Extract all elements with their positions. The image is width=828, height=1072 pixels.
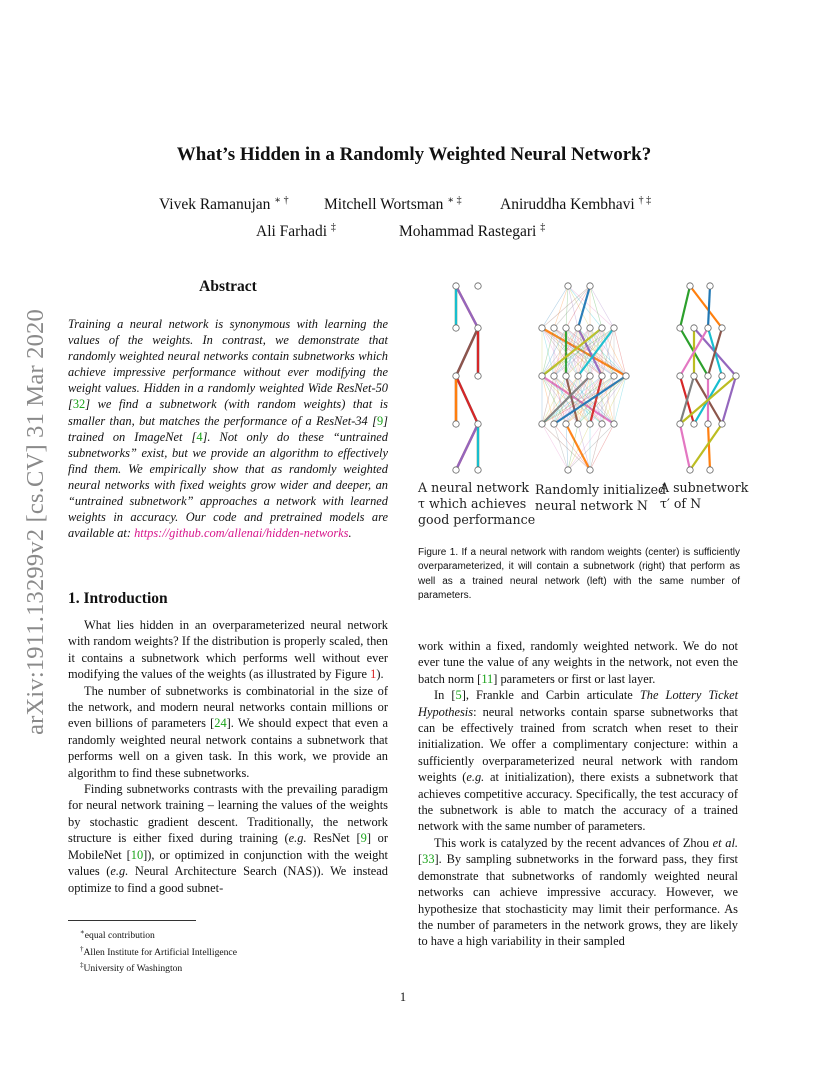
network-node [475, 283, 481, 289]
figure-link[interactable]: 1 [370, 667, 377, 682]
network-node [587, 325, 593, 331]
network-edge [680, 286, 690, 328]
paragraph: This work is catalyzed by the recent advances of Zhou et al. [33]. By sampling subnetworks in the forward pass, they first demonstrate that subnetworks of randomly weighted neural networks can achieve impressive accuracy. However, we hypothesize that stochasticity may limit their performance. As the number of parameters in the network grows, they are likely to have a high variability in their sampled [418, 835, 738, 949]
network-node [563, 421, 569, 427]
network-node [611, 373, 617, 379]
citation-link[interactable]: 4 [196, 429, 203, 444]
abstract-body: Training a neural network is synonymous with learning the values of the weights. In contrast, we demonstrate that randomly weighted neural networks contain subnetworks which achieve impressive performance without ever modifying the weight values. Hidden in a randomly weighted Wide ResNet-50 [32] we find a subnetwork (with random weights) that is smaller than, but matches the performance of a ResNet-34 [9] trained on ImageNet [4]. Not only do these “untrained subnetworks” exist, but we provide an algorithm to effectively find them. We empirically show that as randomly weighted neural networks with fixed weights grow wider and deeper, an “untrained subnetwork” approaches a network with learned weights in accuracy. Our code and pretrained models are available at: https://github.com/allenai/hidden-networks. [68, 317, 388, 541]
network-edge [568, 286, 614, 328]
arxiv-id: arXiv:1911.13299v2 [cs.CV] 31 Mar 2020 [22, 309, 49, 735]
network-node [677, 373, 683, 379]
network-node [551, 325, 557, 331]
network-node [575, 373, 581, 379]
network-node [611, 325, 617, 331]
network-edge [554, 424, 590, 470]
page-number: 1 [399, 990, 407, 1004]
paragraph: In [5], Frankle and Carbin articulate The Lottery Ticket Hypothesis: neural networks contain sparse subnetworks that can be effectively trained from scratch when reset to their initialization. We offer a complimentary conjecture: within a sufficiently overparameterized neural network with random weights (e.g. at initialization), there exists a subnetwork that achieves competitive accuracy. Specifically, the test accuracy of the subnetwork is able to match the accuracy of a trained network with the same number of parameters. [418, 688, 739, 834]
network-node [453, 421, 459, 427]
network-edge [456, 424, 478, 470]
network-edge [690, 286, 722, 328]
code-url-link[interactable]: https://github.com/allenai/hidden-networks [134, 526, 349, 541]
section-heading-introduction: 1. Introduction [68, 590, 168, 607]
author-1: Vivek Ramanujan ∗ † [159, 195, 289, 214]
citation-link[interactable]: 33 [422, 852, 435, 867]
author-2: Mitchell Wortsman ∗ ‡ [324, 195, 462, 214]
network-edge [542, 424, 568, 470]
network-edge [542, 286, 568, 328]
trained-network-edges [456, 286, 478, 470]
figure-label-subnetwork: A subnetwork τ′ of N [660, 480, 749, 511]
network-node [599, 325, 605, 331]
footnote: ∗equal contribution [80, 928, 155, 942]
network-node [611, 421, 617, 427]
network-node [691, 373, 697, 379]
network-node [691, 325, 697, 331]
abstract-heading: Abstract [199, 278, 257, 295]
network-node [719, 421, 725, 427]
network-edge [690, 424, 722, 470]
paper-title: What’s Hidden in a Randomly Weighted Neural Network? [176, 144, 652, 165]
network-node [677, 325, 683, 331]
citation-link[interactable]: 11 [481, 671, 494, 686]
network-edge [456, 376, 478, 424]
network-node [475, 373, 481, 379]
network-node [677, 421, 683, 427]
network-node [563, 373, 569, 379]
network-edge [590, 286, 602, 328]
network-node [551, 421, 557, 427]
network-node [475, 325, 481, 331]
network-node [563, 325, 569, 331]
footnote-rule [68, 920, 196, 921]
network-node [575, 325, 581, 331]
network-node [539, 325, 545, 331]
network-edge [578, 286, 590, 328]
citation-link[interactable]: 5 [455, 688, 462, 703]
network-node [475, 467, 481, 473]
network-node [719, 373, 725, 379]
paragraph: What lies hidden in an overparameterized neural network with random weights? If the distribution is properly scaled, then it contains a subnetwork which performs well without ever modifying the values of the weights (as illustrated by Figure 1). [68, 618, 388, 682]
network-edge [456, 328, 478, 376]
network-edge [590, 424, 602, 470]
figure-label-random-network: Randomly initialized neural network N [535, 482, 667, 513]
network-edge [590, 424, 614, 470]
citation-link[interactable]: 32 [72, 397, 86, 412]
network-edge [680, 424, 690, 470]
author-3: Aniruddha Kembhavi † ‡ [500, 195, 652, 214]
network-node [691, 421, 697, 427]
network-node [475, 421, 481, 427]
network-node [707, 283, 713, 289]
figure-1-caption: Figure 1. If a neural network with random weights (center) is sufficiently overparameterized, it will contain a subnetwork (right) that perform as well as a trained neural network (left) with the same number of parameters. [418, 547, 740, 602]
network-node [705, 421, 711, 427]
citation-link[interactable]: 9 [360, 831, 367, 846]
citation-link[interactable]: 9 [376, 413, 384, 428]
network-node [551, 373, 557, 379]
network-edge [708, 286, 710, 328]
network-node [587, 421, 593, 427]
network-node [587, 373, 593, 379]
network-node [539, 421, 545, 427]
network-node [539, 373, 545, 379]
network-node [705, 373, 711, 379]
network-node [687, 467, 693, 473]
figure-1-network-diagram [418, 278, 748, 478]
network-node [599, 373, 605, 379]
citation-link[interactable]: 24 [214, 716, 227, 731]
network-edge [566, 376, 626, 424]
author-5: Mohammad Rastegari ‡ [399, 222, 546, 241]
network-node [587, 467, 593, 473]
network-node [623, 373, 629, 379]
intro-right-column [418, 638, 738, 950]
network-node [687, 283, 693, 289]
paragraph: Finding subnetworks contrasts with the prevailing paradigm for neural network training – learning the values of the weights by stochastic gradient descent. Traditionally, the network structure is either fixed during training (e.g. ResNet [9] or MobileNet [10]), or optimized in conjunction with the weight values (e.g. Neural Architecture Search (NAS)). We instead optimize to find a good subnet- [68, 782, 388, 895]
network-node [707, 467, 713, 473]
footnote: ‡University of Washington [80, 961, 183, 975]
network-node [733, 373, 739, 379]
intro-left-column [68, 617, 388, 896]
network-node [565, 283, 571, 289]
network-node [453, 467, 459, 473]
network-edge [614, 328, 626, 376]
paragraph: work within a fixed, randomly weighted network. We do not ever tune the value of any weights in the network, not even the batch norm [11] parameters or first or last layer. [418, 639, 738, 686]
footnote: †Allen Institute for Artificial Intelligence [80, 944, 237, 958]
network-edge [568, 424, 614, 470]
figure-label-trained-network: A neural network τ which achieves good performance [418, 480, 536, 527]
citation-link[interactable]: 10 [130, 847, 144, 862]
network-edge [456, 286, 478, 328]
network-node [719, 325, 725, 331]
author-4: Ali Farhadi ‡ [256, 222, 336, 241]
network-edge [708, 424, 710, 470]
footnotes [68, 926, 388, 976]
network-node [453, 283, 459, 289]
network-edge [590, 286, 614, 328]
network-node [705, 325, 711, 331]
paragraph: The number of subnetworks is combinatorial in the size of the network, and modern neural networks contain millions or even billions of parameters [24]. We should expect that even a randomly weighted neural network contains a subnetwork that performs well on a given task. In this work, we provide an algorithm to find these subnetworks. [68, 683, 388, 780]
network-node [453, 325, 459, 331]
network-edge [578, 424, 590, 470]
network-node [587, 283, 593, 289]
network-node [453, 373, 459, 379]
network-node [575, 421, 581, 427]
network-node [599, 421, 605, 427]
network-node [565, 467, 571, 473]
arxiv-stamp [14, 282, 58, 762]
